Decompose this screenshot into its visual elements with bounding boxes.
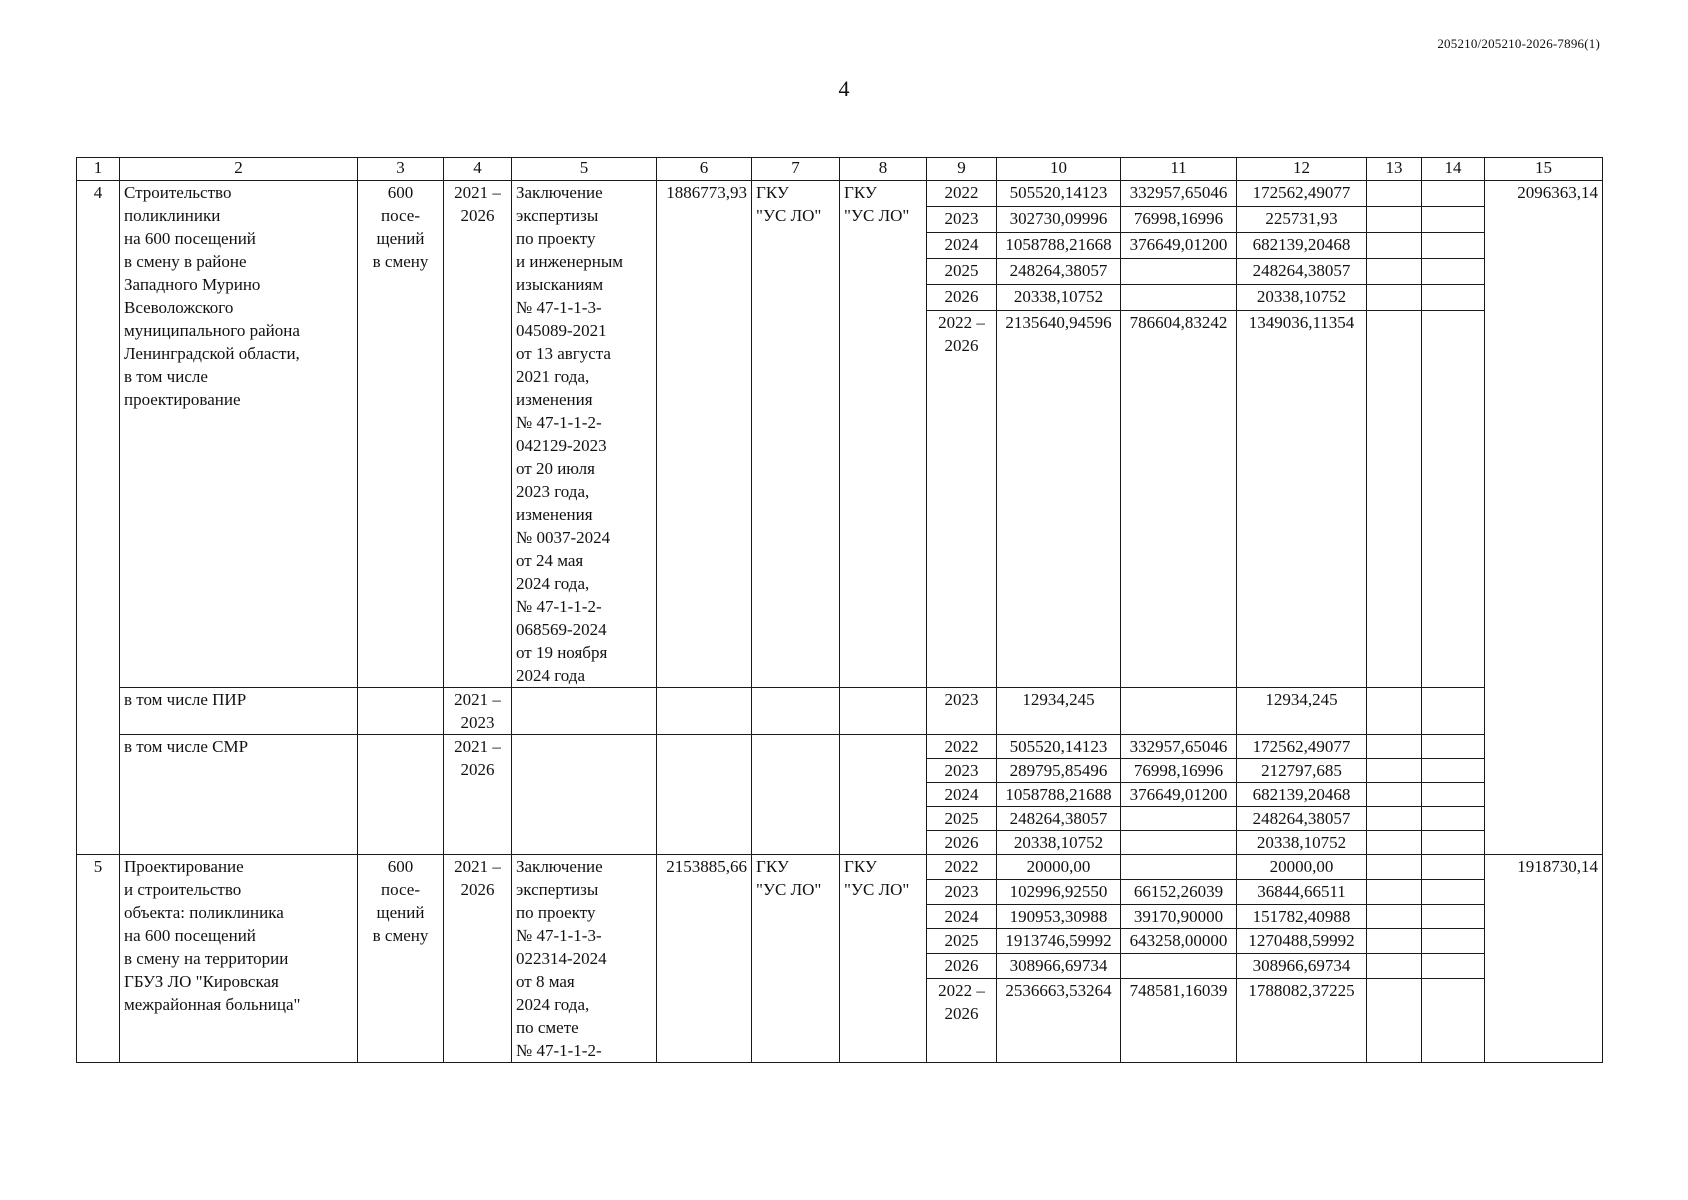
total-amount-cell: 2536663,53264 bbox=[997, 979, 1121, 1063]
regional-amount-cell: 225731,93 bbox=[1237, 207, 1367, 233]
pir-cost bbox=[657, 688, 752, 735]
smr-docs bbox=[512, 735, 657, 855]
object-name: Строительство поликлиники на 600 посещений в смену в районе Западного Мурино Всеволожского муниципального района Ленинградской области, в том числе проектирование bbox=[120, 181, 358, 688]
column-number: 12 bbox=[1237, 158, 1367, 181]
total-amount-cell: 248264,38057 bbox=[997, 807, 1121, 831]
empty-cell-14 bbox=[1422, 181, 1485, 207]
object-number: 5 bbox=[77, 855, 120, 1063]
table-row bbox=[77, 855, 1603, 880]
regional-amount-cell: 248264,38057 bbox=[1237, 807, 1367, 831]
federal-amount-cell: 39170,90000 bbox=[1121, 904, 1237, 929]
federal-amount-cell bbox=[1121, 831, 1237, 855]
empty-cell-13 bbox=[1367, 207, 1422, 233]
total-amount-cell: 12934,245 bbox=[997, 688, 1121, 735]
year-cell: 2026 bbox=[927, 831, 997, 855]
column-number: 1 bbox=[77, 158, 120, 181]
empty-cell-14 bbox=[1422, 879, 1485, 904]
regional-amount-cell: 212797,685 bbox=[1237, 759, 1367, 783]
investment-objects-table bbox=[76, 157, 1603, 1063]
document-registration-number: 205210/205210-2026-7896(1) bbox=[1437, 36, 1600, 51]
empty-cell-13 bbox=[1367, 979, 1422, 1063]
table-row bbox=[77, 688, 1603, 735]
total-amount-cell: 1058788,21668 bbox=[997, 233, 1121, 259]
pir-label: в том числе ПИР bbox=[120, 688, 358, 735]
federal-amount-cell: 643258,00000 bbox=[1121, 929, 1237, 954]
object-capacity: 600 посе- щений в смену bbox=[358, 855, 444, 1063]
column-number: 13 bbox=[1367, 158, 1422, 181]
approval-documents: Заключение экспертизы по проекту и инженерным изысканиям № 47-1-1-3- 045089-2021 от 13 августа 2021 года, изменения № 47-1-1-2- 042129-2023 от 20 июля 2023 года, изменения № 0037-2024 от 24 мая 2024 года, № 47-1-1-2- 068569-2024 от 19 ноября 2024 года bbox=[512, 181, 657, 688]
empty-cell-14 bbox=[1422, 233, 1485, 259]
total-amount-cell: 20000,00 bbox=[997, 855, 1121, 880]
federal-amount-cell bbox=[1121, 954, 1237, 979]
regional-amount-cell: 36844,66511 bbox=[1237, 879, 1367, 904]
empty-cell-13 bbox=[1367, 855, 1422, 880]
regional-amount-cell: 20338,10752 bbox=[1237, 285, 1367, 311]
empty-cell-13 bbox=[1367, 929, 1422, 954]
object-name: Проектирование и строительство объекта: поликлиника на 600 посещений в смену на территории ГБУЗ ЛО "Кировская межрайонная больница" bbox=[120, 855, 358, 1063]
empty-cell-13 bbox=[1367, 807, 1422, 831]
total-amount-cell: 1058788,21688 bbox=[997, 783, 1121, 807]
empty-cell-13 bbox=[1367, 783, 1422, 807]
column-number: 6 bbox=[657, 158, 752, 181]
column-number: 15 bbox=[1485, 158, 1603, 181]
empty-cell-13 bbox=[1367, 285, 1422, 311]
regional-amount-cell: 248264,38057 bbox=[1237, 259, 1367, 285]
year-cell: 2023 bbox=[927, 688, 997, 735]
column-number: 11 bbox=[1121, 158, 1237, 181]
empty-cell-14 bbox=[1422, 807, 1485, 831]
regional-amount-cell: 682139,20468 bbox=[1237, 233, 1367, 259]
year-cell: 2023 bbox=[927, 879, 997, 904]
empty-cell-13 bbox=[1367, 311, 1422, 688]
empty-cell-14 bbox=[1422, 259, 1485, 285]
empty-cell-14 bbox=[1422, 904, 1485, 929]
federal-amount-cell: 76998,16996 bbox=[1121, 759, 1237, 783]
estimated-cost: 1886773,93 bbox=[657, 181, 752, 688]
empty-cell-13 bbox=[1367, 954, 1422, 979]
column-number: 9 bbox=[927, 158, 997, 181]
empty-cell-13 bbox=[1367, 181, 1422, 207]
total-amount-cell: 102996,92550 bbox=[997, 879, 1121, 904]
remaining-cost: 2096363,14 bbox=[1485, 181, 1603, 855]
regional-amount-cell: 20338,10752 bbox=[1237, 831, 1367, 855]
approval-documents: Заключение экспертизы по проекту № 47-1-1-3- 022314-2024 от 8 мая 2024 года, по смете № 47-1-1-2- bbox=[512, 855, 657, 1063]
empty-cell-14 bbox=[1422, 285, 1485, 311]
remaining-cost: 1918730,14 bbox=[1485, 855, 1603, 1063]
regional-amount-cell: 12934,245 bbox=[1237, 688, 1367, 735]
empty-cell-13 bbox=[1367, 904, 1422, 929]
federal-amount-cell bbox=[1121, 855, 1237, 880]
total-amount-cell: 20338,10752 bbox=[997, 831, 1121, 855]
year-cell: 2025 bbox=[927, 259, 997, 285]
empty-cell-14 bbox=[1422, 688, 1485, 735]
year-cell: 2026 bbox=[927, 285, 997, 311]
federal-amount-cell bbox=[1121, 807, 1237, 831]
year-cell: 2023 bbox=[927, 759, 997, 783]
year-cell: 2022 bbox=[927, 735, 997, 759]
empty-cell-13 bbox=[1367, 233, 1422, 259]
year-cell: 2024 bbox=[927, 233, 997, 259]
empty-cell-14 bbox=[1422, 855, 1485, 880]
empty-cell-14 bbox=[1422, 311, 1485, 688]
empty-cell-14 bbox=[1422, 207, 1485, 233]
federal-amount-cell bbox=[1121, 285, 1237, 311]
regional-amount-cell: 172562,49077 bbox=[1237, 181, 1367, 207]
object-capacity: 600 посе- щений в смену bbox=[358, 181, 444, 688]
smr-label: в том числе СМР bbox=[120, 735, 358, 855]
smr-customer bbox=[752, 735, 840, 855]
regional-amount-cell: 172562,49077 bbox=[1237, 735, 1367, 759]
year-cell: 2023 bbox=[927, 207, 997, 233]
total-amount-cell: 289795,85496 bbox=[997, 759, 1121, 783]
column-number-row bbox=[77, 158, 1603, 181]
smr-developer bbox=[840, 735, 927, 855]
regional-amount-cell: 20000,00 bbox=[1237, 855, 1367, 880]
column-number: 10 bbox=[997, 158, 1121, 181]
table-row bbox=[77, 181, 1603, 207]
total-amount-cell: 505520,14123 bbox=[997, 735, 1121, 759]
regional-amount-cell: 682139,20468 bbox=[1237, 783, 1367, 807]
pir-capacity bbox=[358, 688, 444, 735]
state-customer: ГКУ "УС ЛО" bbox=[752, 855, 840, 1063]
developer: ГКУ "УС ЛО" bbox=[840, 855, 927, 1063]
total-amount-cell: 302730,09996 bbox=[997, 207, 1121, 233]
regional-amount-cell: 1788082,37225 bbox=[1237, 979, 1367, 1063]
year-cell: 2025 bbox=[927, 929, 997, 954]
federal-amount-cell: 748581,16039 bbox=[1121, 979, 1237, 1063]
pir-period: 2021 – 2023 bbox=[444, 688, 512, 735]
empty-cell-14 bbox=[1422, 831, 1485, 855]
federal-amount-cell: 376649,01200 bbox=[1121, 783, 1237, 807]
smr-period: 2021 – 2026 bbox=[444, 735, 512, 855]
state-customer: ГКУ "УС ЛО" bbox=[752, 181, 840, 688]
year-cell: 2025 bbox=[927, 807, 997, 831]
pir-customer bbox=[752, 688, 840, 735]
federal-amount-cell: 332957,65046 bbox=[1121, 735, 1237, 759]
total-amount-cell: 1913746,59992 bbox=[997, 929, 1121, 954]
construction-period: 2021 – 2026 bbox=[444, 181, 512, 688]
object-number: 4 bbox=[77, 181, 120, 855]
construction-period: 2021 – 2026 bbox=[444, 855, 512, 1063]
empty-cell-13 bbox=[1367, 759, 1422, 783]
empty-cell-13 bbox=[1367, 831, 1422, 855]
year-cell: 2022 bbox=[927, 181, 997, 207]
column-number: 4 bbox=[444, 158, 512, 181]
column-number: 2 bbox=[120, 158, 358, 181]
table-row bbox=[77, 735, 1603, 759]
federal-amount-cell bbox=[1121, 259, 1237, 285]
column-number: 3 bbox=[358, 158, 444, 181]
empty-cell-14 bbox=[1422, 979, 1485, 1063]
pir-developer bbox=[840, 688, 927, 735]
year-cell: 2024 bbox=[927, 783, 997, 807]
federal-amount-cell: 786604,83242 bbox=[1121, 311, 1237, 688]
column-number: 7 bbox=[752, 158, 840, 181]
empty-cell-14 bbox=[1422, 735, 1485, 759]
total-amount-cell: 505520,14123 bbox=[997, 181, 1121, 207]
empty-cell-14 bbox=[1422, 929, 1485, 954]
developer: ГКУ "УС ЛО" bbox=[840, 181, 927, 688]
regional-amount-cell: 1270488,59992 bbox=[1237, 929, 1367, 954]
empty-cell-14 bbox=[1422, 954, 1485, 979]
total-amount-cell: 20338,10752 bbox=[997, 285, 1121, 311]
federal-amount-cell: 332957,65046 bbox=[1121, 181, 1237, 207]
regional-amount-cell: 151782,40988 bbox=[1237, 904, 1367, 929]
year-cell: 2024 bbox=[927, 904, 997, 929]
federal-amount-cell bbox=[1121, 688, 1237, 735]
year-cell: 2022 – 2026 bbox=[927, 311, 997, 688]
smr-capacity bbox=[358, 735, 444, 855]
empty-cell-13 bbox=[1367, 259, 1422, 285]
year-cell: 2026 bbox=[927, 954, 997, 979]
total-amount-cell: 190953,30988 bbox=[997, 904, 1121, 929]
column-number: 14 bbox=[1422, 158, 1485, 181]
total-amount-cell: 248264,38057 bbox=[997, 259, 1121, 285]
regional-amount-cell: 1349036,11354 bbox=[1237, 311, 1367, 688]
year-cell: 2022 bbox=[927, 855, 997, 880]
year-cell: 2022 – 2026 bbox=[927, 979, 997, 1063]
empty-cell-13 bbox=[1367, 879, 1422, 904]
federal-amount-cell: 66152,26039 bbox=[1121, 879, 1237, 904]
total-amount-cell: 308966,69734 bbox=[997, 954, 1121, 979]
smr-cost bbox=[657, 735, 752, 855]
column-number: 8 bbox=[840, 158, 927, 181]
empty-cell-13 bbox=[1367, 735, 1422, 759]
total-amount-cell: 2135640,94596 bbox=[997, 311, 1121, 688]
federal-amount-cell: 376649,01200 bbox=[1121, 233, 1237, 259]
pir-docs bbox=[512, 688, 657, 735]
column-number: 5 bbox=[512, 158, 657, 181]
estimated-cost: 2153885,66 bbox=[657, 855, 752, 1063]
empty-cell-14 bbox=[1422, 783, 1485, 807]
regional-amount-cell: 308966,69734 bbox=[1237, 954, 1367, 979]
page-number: 4 bbox=[838, 76, 850, 101]
federal-amount-cell: 76998,16996 bbox=[1121, 207, 1237, 233]
empty-cell-13 bbox=[1367, 688, 1422, 735]
empty-cell-14 bbox=[1422, 759, 1485, 783]
